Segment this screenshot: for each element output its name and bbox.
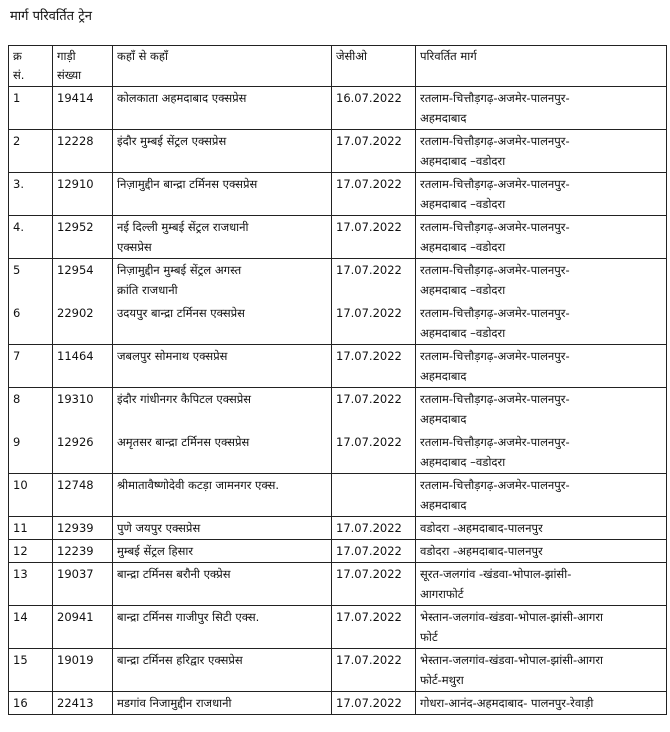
cell-route: भेस्तान-जलगांव-खंडवा-भोपाल-झांसी-आगरा फोर्ट	[416, 606, 667, 649]
table-row	[9, 540, 667, 563]
cell-train-no: 12952	[53, 216, 113, 259]
cell-date: 16.07.2022	[332, 87, 416, 130]
table-row	[9, 87, 667, 130]
cell-sno: 1	[9, 87, 53, 130]
cell-train-name: बान्द्रा टर्मिनस हरिद्वार एक्सप्रेस	[113, 649, 332, 692]
cell-sno: 15	[9, 649, 53, 692]
cell-sno: 16	[9, 692, 53, 715]
cell-train-no: 19414	[53, 87, 113, 130]
table-row	[9, 474, 667, 517]
table-row	[9, 216, 667, 259]
cell-sno: 10	[9, 474, 53, 517]
cell-route: सूरत-जलगांव -खंडवा-भोपाल-झांसी- आगराफोर्ट	[416, 563, 667, 606]
cell-train-name: निज़ामुद्दीन बान्द्रा टर्मिनस एक्सप्रेस	[113, 173, 332, 216]
table-row-merged	[9, 259, 667, 345]
cell-train-no: 12910	[53, 173, 113, 216]
cell-train-name: श्रीमातावैष्णोदेवी कटड़ा जामनगर एक्स.	[113, 474, 332, 517]
cell-sno: 4.	[9, 216, 53, 259]
cell-train-no: 12228	[53, 130, 113, 173]
cell-date	[332, 474, 416, 517]
cell-sno: 11	[9, 517, 53, 540]
table-row	[9, 130, 667, 173]
cell-date: 17.07.2022	[332, 345, 416, 388]
cell-train-name: जबलपुर सोमनाथ एक्सप्रेस	[113, 345, 332, 388]
cell-train-name: पुणे जयपुर एक्सप्रेस	[113, 517, 332, 540]
cell-route: रतलाम-चित्तौड़गढ़-अजमेर-पालनपुर- अहमदाबाद	[416, 474, 667, 517]
header-sno: क्र सं.	[9, 46, 53, 87]
cell-train-name: बान्द्रा टर्मिनस बरौनी एक्प्रेस	[113, 563, 332, 606]
cell-train-no: 19037	[53, 563, 113, 606]
cell-sno: 7	[9, 345, 53, 388]
table-row-merged	[9, 388, 667, 474]
table-row	[9, 606, 667, 649]
cell-train-name: इंदौर गांधीनगर कैपिटल एक्सप्रेस अमृतसर बान्द्रा टर्मिनस एक्सप्रेस	[113, 388, 332, 474]
cell-train-name: बान्द्रा टर्मिनस गाजीपुर सिटी एक्स.	[113, 606, 332, 649]
cell-sno: 8 9	[9, 388, 53, 474]
cell-route: रतलाम-चित्तौड़गढ़-अजमेर-पालनपुर- अहमदाबाद रतलाम-चित्तौड़गढ़-अजमेर-पालनपुर- अहमदाबाद –वडोदरा	[416, 388, 667, 474]
cell-route: गोधरा-आनंद-अहमदाबाद- पालनपुर-रेवाड़ी	[416, 692, 667, 715]
cell-date: 17.07.2022	[332, 692, 416, 715]
table-row	[9, 563, 667, 606]
cell-route: रतलाम-चित्तौड़गढ़-अजमेर-पालनपुर- अहमदाबाद –वडोदरा	[416, 130, 667, 173]
cell-date: 17.07.2022 17.07.2022	[332, 259, 416, 345]
cell-route: वडोदरा -अहमदाबाद-पालनपुर	[416, 540, 667, 563]
cell-sno: 12	[9, 540, 53, 563]
header-jcso: जेसीओ	[332, 46, 416, 87]
table-row	[9, 173, 667, 216]
cell-route: वडोदरा -अहमदाबाद-पालनपुर	[416, 517, 667, 540]
cell-train-name: मुम्बई सेंट्रल हिसार	[113, 540, 332, 563]
cell-route: रतलाम-चित्तौड़गढ़-अजमेर-पालनपुर- अहमदाबाद –वडोदरा	[416, 173, 667, 216]
cell-route: रतलाम-चित्तौड़गढ़-अजमेर-पालनपुर- अहमदाबाद –वडोदरा	[416, 216, 667, 259]
cell-route: रतलाम-चित्तौड़गढ़-अजमेर-पालनपुर- अहमदाबाद	[416, 345, 667, 388]
cell-train-name: मडगांव निजामुद्दीन राजधानी	[113, 692, 332, 715]
cell-date: 17.07.2022	[332, 216, 416, 259]
cell-sno: 3.	[9, 173, 53, 216]
cell-sno: 2	[9, 130, 53, 173]
cell-sno: 5 6	[9, 259, 53, 345]
cell-date: 17.07.2022	[332, 173, 416, 216]
header-diverted-route: परिवर्तित मार्ग	[416, 46, 667, 87]
cell-train-name: कोलकाता अहमदाबाद एक्सप्रेस	[113, 87, 332, 130]
page-title: मार्ग परिवर्तित ट्रेन	[10, 9, 92, 24]
cell-train-no: 12239	[53, 540, 113, 563]
cell-train-no: 22413	[53, 692, 113, 715]
cell-train-name: इंदौर मुम्बई सेंट्रल एक्सप्रेस	[113, 130, 332, 173]
table-row	[9, 692, 667, 715]
cell-route: रतलाम-चित्तौड़गढ़-अजमेर-पालनपुर- अहमदाबाद –वडोदरा रतलाम-चित्तौड़गढ़-अजमेर-पालनपुर- अहमदाबाद –वडोदरा	[416, 259, 667, 345]
cell-train-no: 19019	[53, 649, 113, 692]
cell-train-no: 11464	[53, 345, 113, 388]
table-row	[9, 517, 667, 540]
cell-route: रतलाम-चित्तौड़गढ़-अजमेर-पालनपुर- अहमदाबाद	[416, 87, 667, 130]
cell-train-no: 12939	[53, 517, 113, 540]
cell-date: 17.07.2022 17.07.2022	[332, 388, 416, 474]
cell-train-no: 19310 12926	[53, 388, 113, 474]
header-from-to: कहाँ से कहाँ	[113, 46, 332, 87]
table-row	[9, 649, 667, 692]
table-header-row	[9, 46, 667, 87]
cell-date: 17.07.2022	[332, 649, 416, 692]
cell-train-no: 12954 22902	[53, 259, 113, 345]
cell-sno: 14	[9, 606, 53, 649]
cell-date: 17.07.2022	[332, 606, 416, 649]
cell-date: 17.07.2022	[332, 517, 416, 540]
cell-route: भेस्तान-जलगांव-खंडवा-भोपाल-झांसी-आगरा फोर्ट-मथुरा	[416, 649, 667, 692]
cell-date: 17.07.2022	[332, 563, 416, 606]
header-train-no: गाड़ी संख्या	[53, 46, 113, 87]
cell-train-no: 20941	[53, 606, 113, 649]
table-row	[9, 345, 667, 388]
cell-sno: 13	[9, 563, 53, 606]
cell-train-no: 12748	[53, 474, 113, 517]
cell-train-name: निज़ामुद्दीन मुम्बई सेंट्रल अगस्त क्रांति राजधानी उदयपुर बान्द्रा टर्मिनस एक्सप्रेस	[113, 259, 332, 345]
cell-date: 17.07.2022	[332, 130, 416, 173]
cell-train-name: नई दिल्ली मुम्बई सेंट्रल राजधानी एक्सप्रेस	[113, 216, 332, 259]
cell-date: 17.07.2022	[332, 540, 416, 563]
diverted-trains-table	[8, 45, 667, 715]
